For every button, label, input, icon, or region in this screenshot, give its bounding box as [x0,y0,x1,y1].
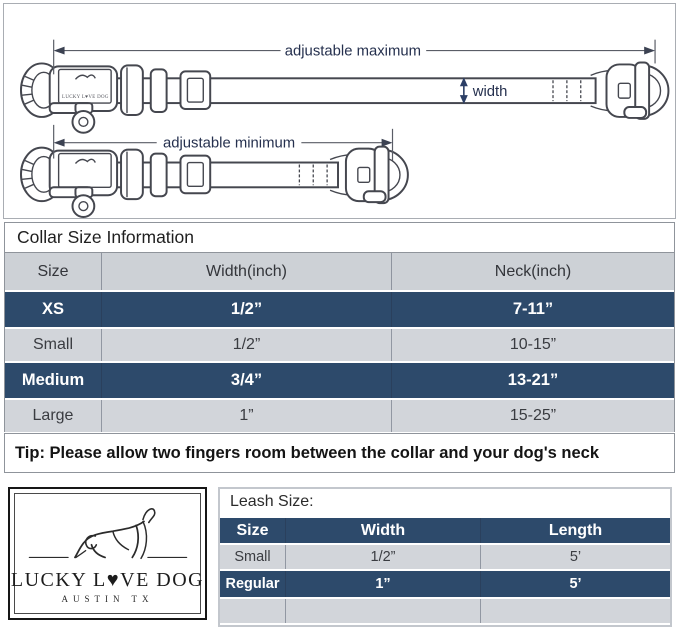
leash-table-title: Leash Size: [220,489,670,516]
leash-header-length: Length [480,518,670,543]
leash-header-width: Width [285,518,480,543]
collar-min-drawing [21,147,408,217]
buckle-brand-label: LUCKY L♥VE DOG [62,95,109,101]
cell-width: 3/4” [101,363,391,398]
adjustable-maximum-dimension [54,40,655,75]
cell-size: XS [41,300,64,318]
cell-width: 1/2” [101,329,391,361]
cell-width: 1/2” [101,292,391,327]
adjustable-minimum-label: adjustable minimum [162,135,296,152]
brand-logo [8,487,207,620]
sizing-tip: Tip: Please allow two fingers room between the collar and your dog's neck [4,433,675,473]
brand-location: AUSTIN TX [61,594,154,604]
collar-header-width: Width(inch) [101,253,391,290]
adjustable-maximum-label: adjustable maximum [284,43,422,60]
width-label: width [472,84,508,101]
cell-neck: 10-15” [391,329,674,361]
cell-neck: 13-21” [391,363,674,398]
collar-header-size: Size [37,262,69,280]
cell-width: 1” [285,571,480,597]
collar-table-title: Collar Size Information [4,222,675,253]
collar-diagram-svg [4,4,675,218]
collar-dimension-diagram [3,3,676,219]
cell-neck: 7-11” [391,292,674,327]
collar-size-table [4,253,675,432]
leash-row-small [220,543,670,569]
collar-max-drawing [21,62,668,132]
leash-row-regular [220,569,670,597]
table-row-medium [5,361,674,398]
cell-size: Medium [21,371,85,389]
table-row-large [5,398,674,432]
brand-name: LUCKY L♥VE DOG [10,569,205,591]
collar-table-header-row [5,253,674,290]
brand-logo-frame [10,493,205,614]
cell-length: 5’ [480,545,670,569]
cell-size: Large [32,407,74,424]
cell-size: Small [32,336,73,353]
cell-neck: 15-25” [391,400,674,432]
cell-length [480,599,670,623]
cell-size [220,599,285,623]
leash-size-table [218,487,672,627]
cell-width [285,599,480,623]
table-row-small [5,327,674,361]
leash-header-row [220,516,670,543]
cell-size: Small [234,549,271,565]
cell-size: Regular [225,576,280,592]
collar-header-neck: Neck(inch) [391,253,674,290]
cell-length: 5’ [480,571,670,597]
cell-width: 1” [101,400,391,432]
cell-width: 1/2” [285,545,480,569]
leash-header-size: Size [236,521,269,539]
table-row-xs [5,290,674,327]
leash-row-empty [220,597,670,623]
dog-logo-art [23,504,193,572]
